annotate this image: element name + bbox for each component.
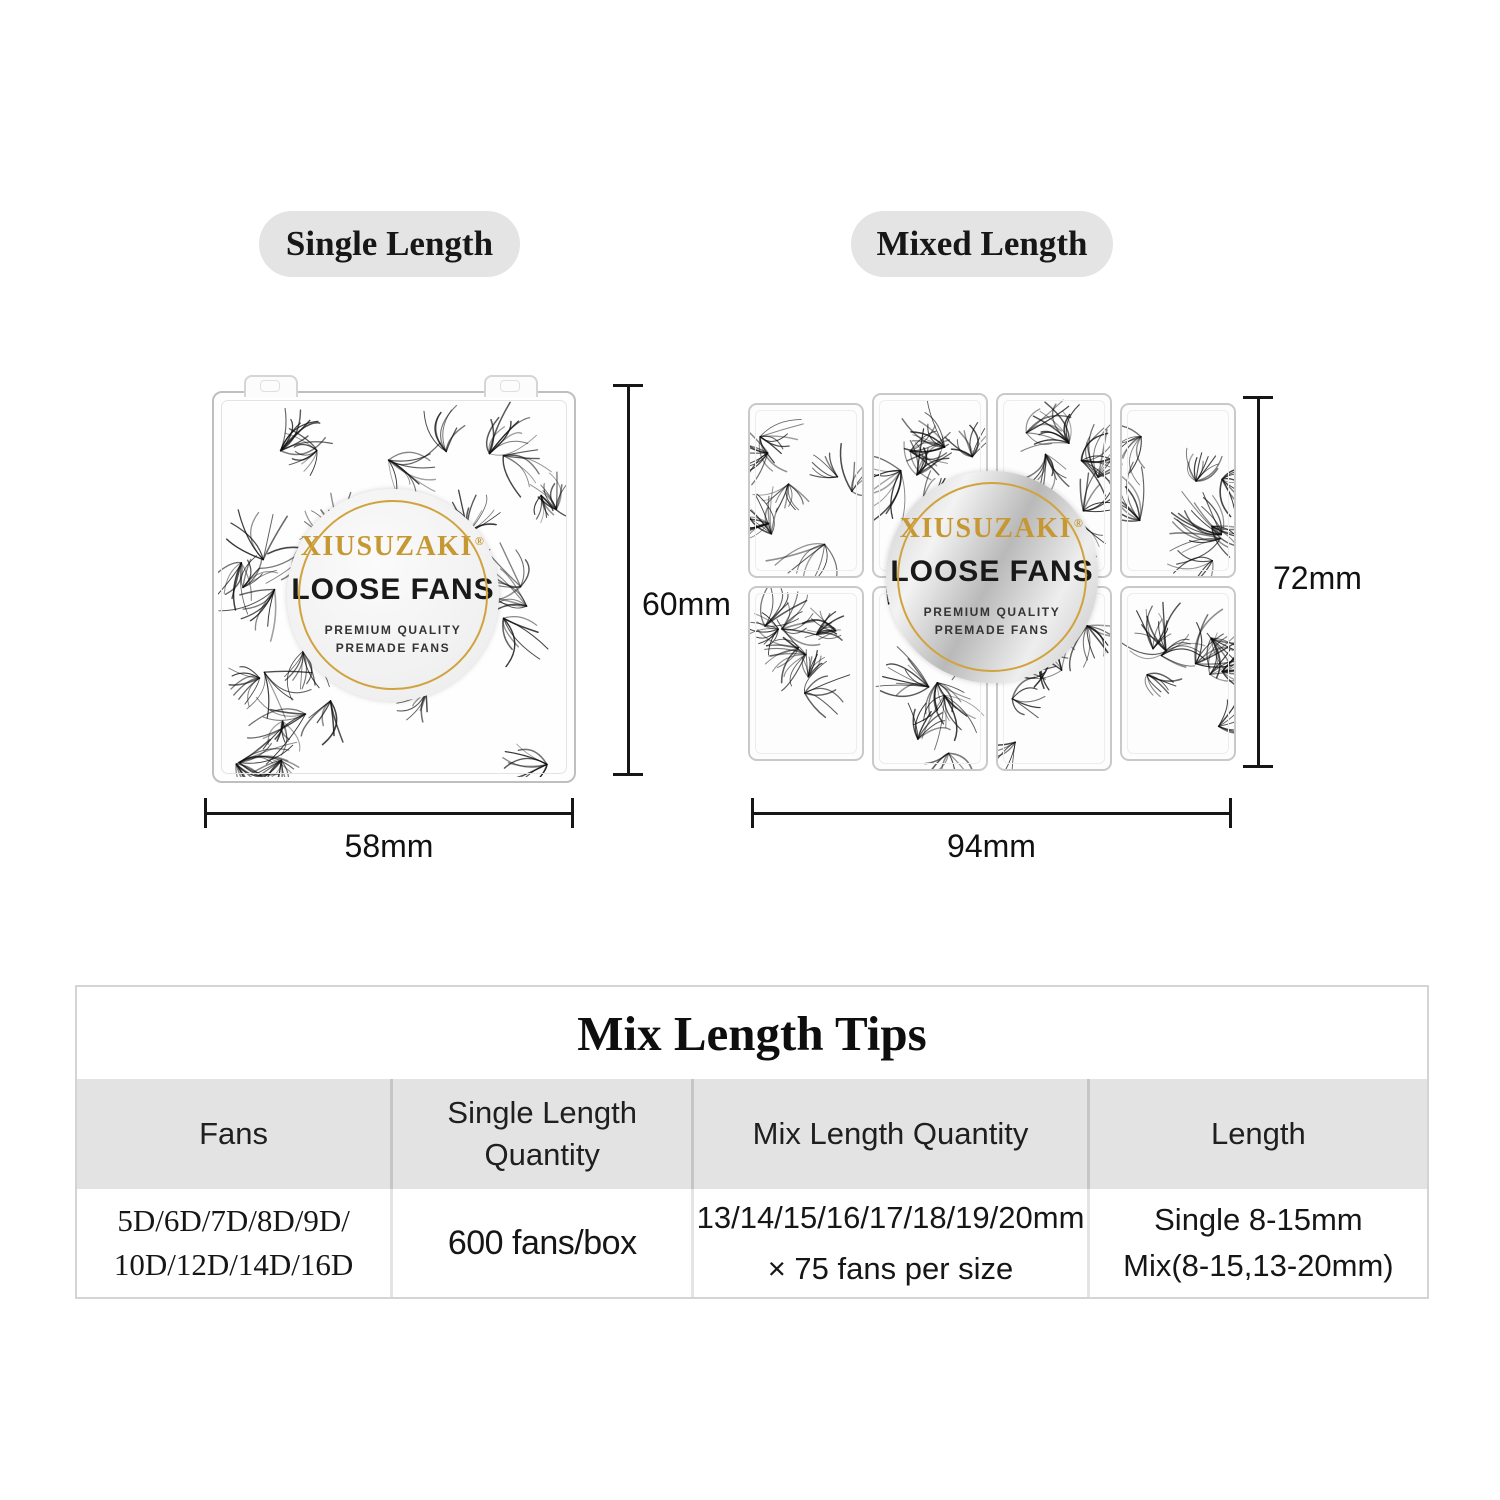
tagline-line1: PREMIUM QUALITY [923,605,1061,619]
cell-mix-quantity-line2: × 75 fans per size [767,1251,1014,1286]
cell-length-line2: Mix(8-15,13-20mm) [1123,1248,1394,1283]
column-header-fans: Fans [199,1116,269,1152]
compartment-cell [1120,403,1236,578]
single-length-box [212,391,576,783]
tagline-line1: PREMIUM QUALITY [324,623,462,637]
table-header-row [77,1079,1427,1189]
column-header-length: Length [1087,1079,1427,1189]
brand-label [287,489,499,701]
table-title: Mix Length Tips [577,1005,927,1061]
gold-ring-icon [897,482,1087,672]
dimension-label-mixed-width: 94mm [947,828,1036,864]
lash-cluster-svg [1122,405,1234,576]
cell-length-line1: Single 8-15mm [1154,1201,1363,1237]
brand-label [886,471,1098,683]
compartment-column [748,393,864,771]
product-name: LOOSE FANS [890,555,1094,588]
dimension-line-single-width [204,798,574,828]
cell-fans [77,1189,390,1297]
dimension-label-single-width: 58mm [344,828,434,864]
tagline-line2: PREMADE FANS [335,641,451,655]
product-name: LOOSE FANS [291,573,495,606]
dimension-label-single-height: 60mm [642,586,731,622]
registered-mark: ® [1073,515,1085,530]
box-hinge-icon [244,375,298,397]
cell-mix-quantity [691,1189,1087,1297]
lash-cluster-svg [750,405,862,576]
badge-single-length: Single Length [259,211,520,277]
compartment-cell [1120,586,1236,761]
spec-table [75,985,1429,1299]
gold-ring-icon [298,500,488,690]
dimension-line-mixed-width [751,798,1232,828]
cell-fans-line1: 5D/6D/7D/8D/9D/ [117,1202,350,1238]
column-header-single-length-quantity: Single Length Quantity [390,1079,691,1189]
compartment-column [1120,393,1236,771]
box-hinge-icon [484,375,538,397]
cell-mix-quantity-line1: 13/14/15/16/17/18/19/20mm [696,1199,1085,1235]
brand-text: XIUSUZAKI [899,513,1072,544]
dimension-line-mixed-height [1243,396,1273,768]
compartment-cell [748,586,864,761]
dimension-line-single-height [613,384,643,776]
registered-mark: ® [474,533,486,548]
compartment-cell [748,403,864,578]
badge-mixed-length: Mixed Length [851,211,1113,277]
lash-cluster-svg [1122,588,1234,759]
cell-length [1087,1189,1427,1297]
brand-text: XIUSUZAKI [300,531,473,562]
dimension-label-mixed-height: 72mm [1273,560,1362,596]
lash-cluster-svg [750,588,862,759]
cell-fans-line2: 10D/12D/14D/16D [113,1247,354,1282]
mixed-length-box [748,393,1236,771]
column-header-mix-length-quantity: Mix Length Quantity [691,1079,1087,1189]
tagline-line2: PREMADE FANS [934,623,1050,637]
cell-single-quantity: 600 fans/box [390,1189,691,1297]
table-row [77,1189,1427,1297]
